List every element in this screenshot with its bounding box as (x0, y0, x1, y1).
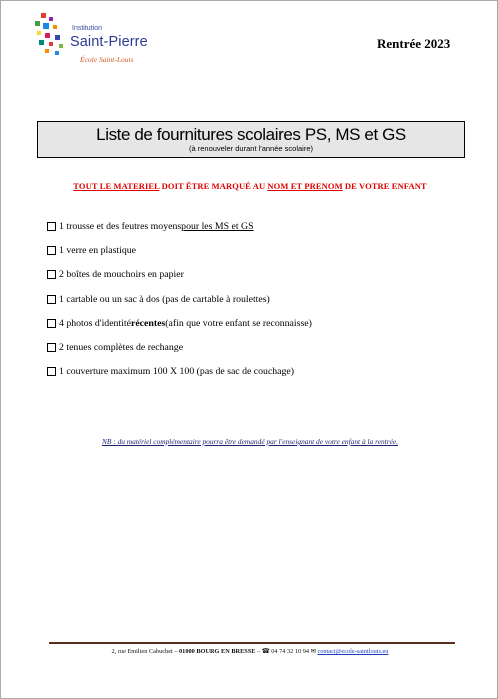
footer-phone: 04 74 32 10 94 (269, 648, 311, 655)
logo-institution-text: Institution (72, 25, 102, 32)
title-box (37, 121, 465, 158)
logo-name-text: Saint-Pierre (70, 34, 148, 50)
list-item (47, 238, 312, 262)
checkbox[interactable] (47, 222, 56, 231)
checkbox[interactable] (47, 270, 56, 279)
checkbox[interactable] (47, 343, 56, 352)
school-year-label: Rentrée 2023 (377, 36, 451, 51)
nb-note: NB : du matériel complémentaire pourra être demandé par l'enseignant de votre enfant à la rentrée. (101, 437, 399, 446)
institution-logo (33, 13, 163, 73)
item-text-bold: récentes (130, 317, 166, 329)
list-item (47, 360, 312, 384)
warning-part-1: TOUT LE MATERIEL (73, 181, 160, 191)
footer (1, 648, 498, 655)
footer-email-link[interactable]: contact@ecole-saintlouis.eu (317, 648, 389, 655)
email-icon: ✉ (310, 648, 316, 655)
item-text: 2 boîtes de mouchoirs en papier (59, 269, 184, 281)
item-text: 2 tenues complètes de rechange (59, 342, 184, 354)
supply-checklist (47, 214, 312, 384)
checkbox[interactable] (47, 295, 56, 304)
item-text: 1 trousse et des feutres moyens (59, 220, 182, 232)
warning-notice (1, 181, 498, 191)
checkbox[interactable] (47, 367, 56, 376)
item-text-rest: (afin que votre enfant se reconnaisse) (165, 317, 312, 329)
footer-city: 01000 BOURG EN BRESSE (179, 648, 256, 655)
page-title: Liste de fournitures scolaires PS, MS et GS (96, 125, 406, 144)
list-item (47, 214, 312, 238)
item-text: 4 photos d'identité (59, 317, 131, 329)
item-text: 1 verre en plastique (59, 244, 136, 256)
list-item (47, 311, 312, 335)
footer-divider (49, 642, 455, 644)
item-text-underlined: pour les MS et GS (181, 220, 254, 232)
warning-part-4: DE VOTRE ENFANT (342, 181, 427, 191)
item-text: 1 cartable ou un sac à dos (pas de cartable à roulettes) (59, 293, 270, 305)
checkbox[interactable] (47, 246, 56, 255)
page-subtitle: (à renouveler durant l'année scolaire) (188, 144, 313, 153)
footer-separator: – (255, 648, 262, 655)
list-item (47, 287, 312, 311)
logo-subtitle-text: École Saint-Louis (80, 55, 134, 64)
item-text: 1 couverture maximum 100 X 100 (pas de sac de couchage) (59, 366, 295, 378)
checkbox[interactable] (47, 319, 56, 328)
footer-address: 2, rue Emilien Cabuchet – (111, 648, 180, 655)
warning-part-2: DOIT ÊTRE MARQUÉ AU (159, 181, 268, 191)
warning-part-3: NOM ET PRENOM (267, 181, 343, 191)
list-item (47, 335, 312, 359)
list-item (47, 263, 312, 287)
phone-icon: ☎ (261, 648, 270, 655)
